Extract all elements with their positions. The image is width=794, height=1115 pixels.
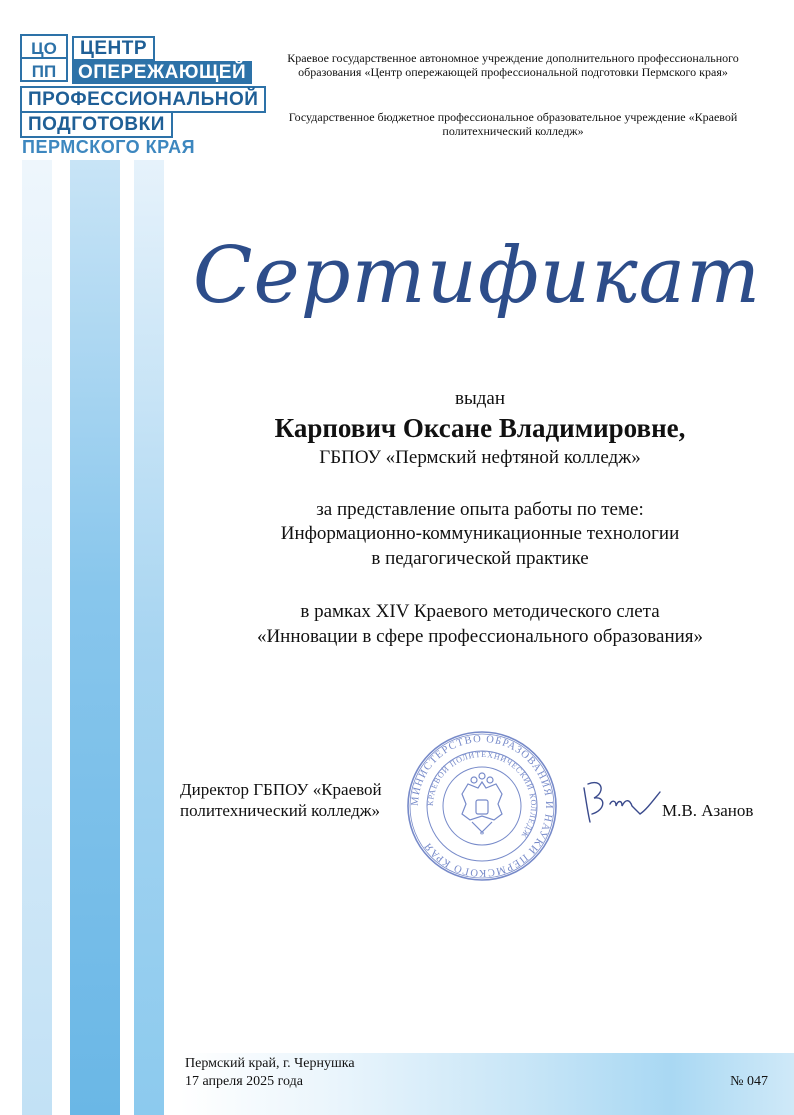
recipient-org: ГБПОУ «Пермский нефтяной колледж»	[319, 447, 641, 468]
certificate-number: № 047	[730, 1074, 768, 1089]
logo-mark-bottom: ПП	[31, 62, 57, 81]
handwritten-signature	[572, 770, 664, 830]
issued-label: выдан	[454, 388, 505, 409]
footer-place-date	[185, 1055, 355, 1091]
recipient-name: Карпович Оксане Владимировне,	[274, 413, 686, 443]
issuer-org-1: Краевое государственное автономное учреждение дополнительного профессионального образования «Центр опережающей профессиональной подготовки Пермского края»	[287, 51, 739, 79]
seal-inner-text: КРАЕВОЙ ПОЛИТЕХНИЧЕСКИЙ КОЛЛЕДЖ	[425, 749, 539, 840]
logo-line-3: ПРОФЕССИОНАЛЬНОЙ	[20, 86, 266, 113]
logo-line-4: ПОДГОТОВКИ	[20, 111, 173, 138]
signer-position-line-1: Директор ГБПОУ «Краевой	[180, 780, 382, 799]
svg-text:КРАЕВОЙ ПОЛИТЕХНИЧЕСКИЙ КОЛЛЕД	[426, 750, 538, 840]
signer-name: М.В. Азанов	[662, 801, 754, 820]
official-seal	[406, 730, 558, 882]
logo-mark-top: ЦО	[31, 39, 57, 58]
coat-of-arms-icon	[462, 773, 502, 832]
certificate-title: Сертификат	[192, 231, 762, 321]
seal-outer-text: МИНИСТЕРСТВО ОБРАЗОВАНИЯ И НАУКИ ПЕРМСКОГО КРАЯ	[409, 733, 555, 879]
signer-position-line-2: политехнический колледж»	[180, 801, 381, 820]
logo-line-1: ЦЕНТР	[72, 36, 155, 61]
event-line-2: «Инновации в сфере профессионального образования»	[256, 626, 704, 647]
logo	[20, 34, 270, 159]
event-line-1: в рамках XIV Краевого методического слета	[300, 601, 660, 622]
topic-line-2: в педагогической практике	[371, 548, 589, 569]
footer-place: Пермский край, г. Чернушка	[185, 1056, 355, 1071]
decor-stripe-light	[22, 160, 52, 1115]
topic-intro: за представление опыта работы по теме:	[316, 499, 644, 520]
logo-line-5: ПЕРМСКОГО КРАЯ	[22, 137, 196, 157]
svg-text:*: *	[479, 830, 485, 841]
logo-line-2: ОПЕРЕЖАЮЩЕЙ	[72, 61, 252, 84]
decor-stripe-wide	[70, 160, 120, 1115]
logo-mark-icon	[20, 34, 68, 82]
footer-date: 17 апреля 2025 года	[185, 1074, 303, 1089]
signer-position	[180, 779, 420, 821]
issuer-org-2: Государственное бюджетное профессиональное образовательное учреждение «Краевой политехнический колледж»	[288, 110, 738, 138]
topic-line-1: Информационно-коммуникационные технологии	[280, 523, 680, 544]
